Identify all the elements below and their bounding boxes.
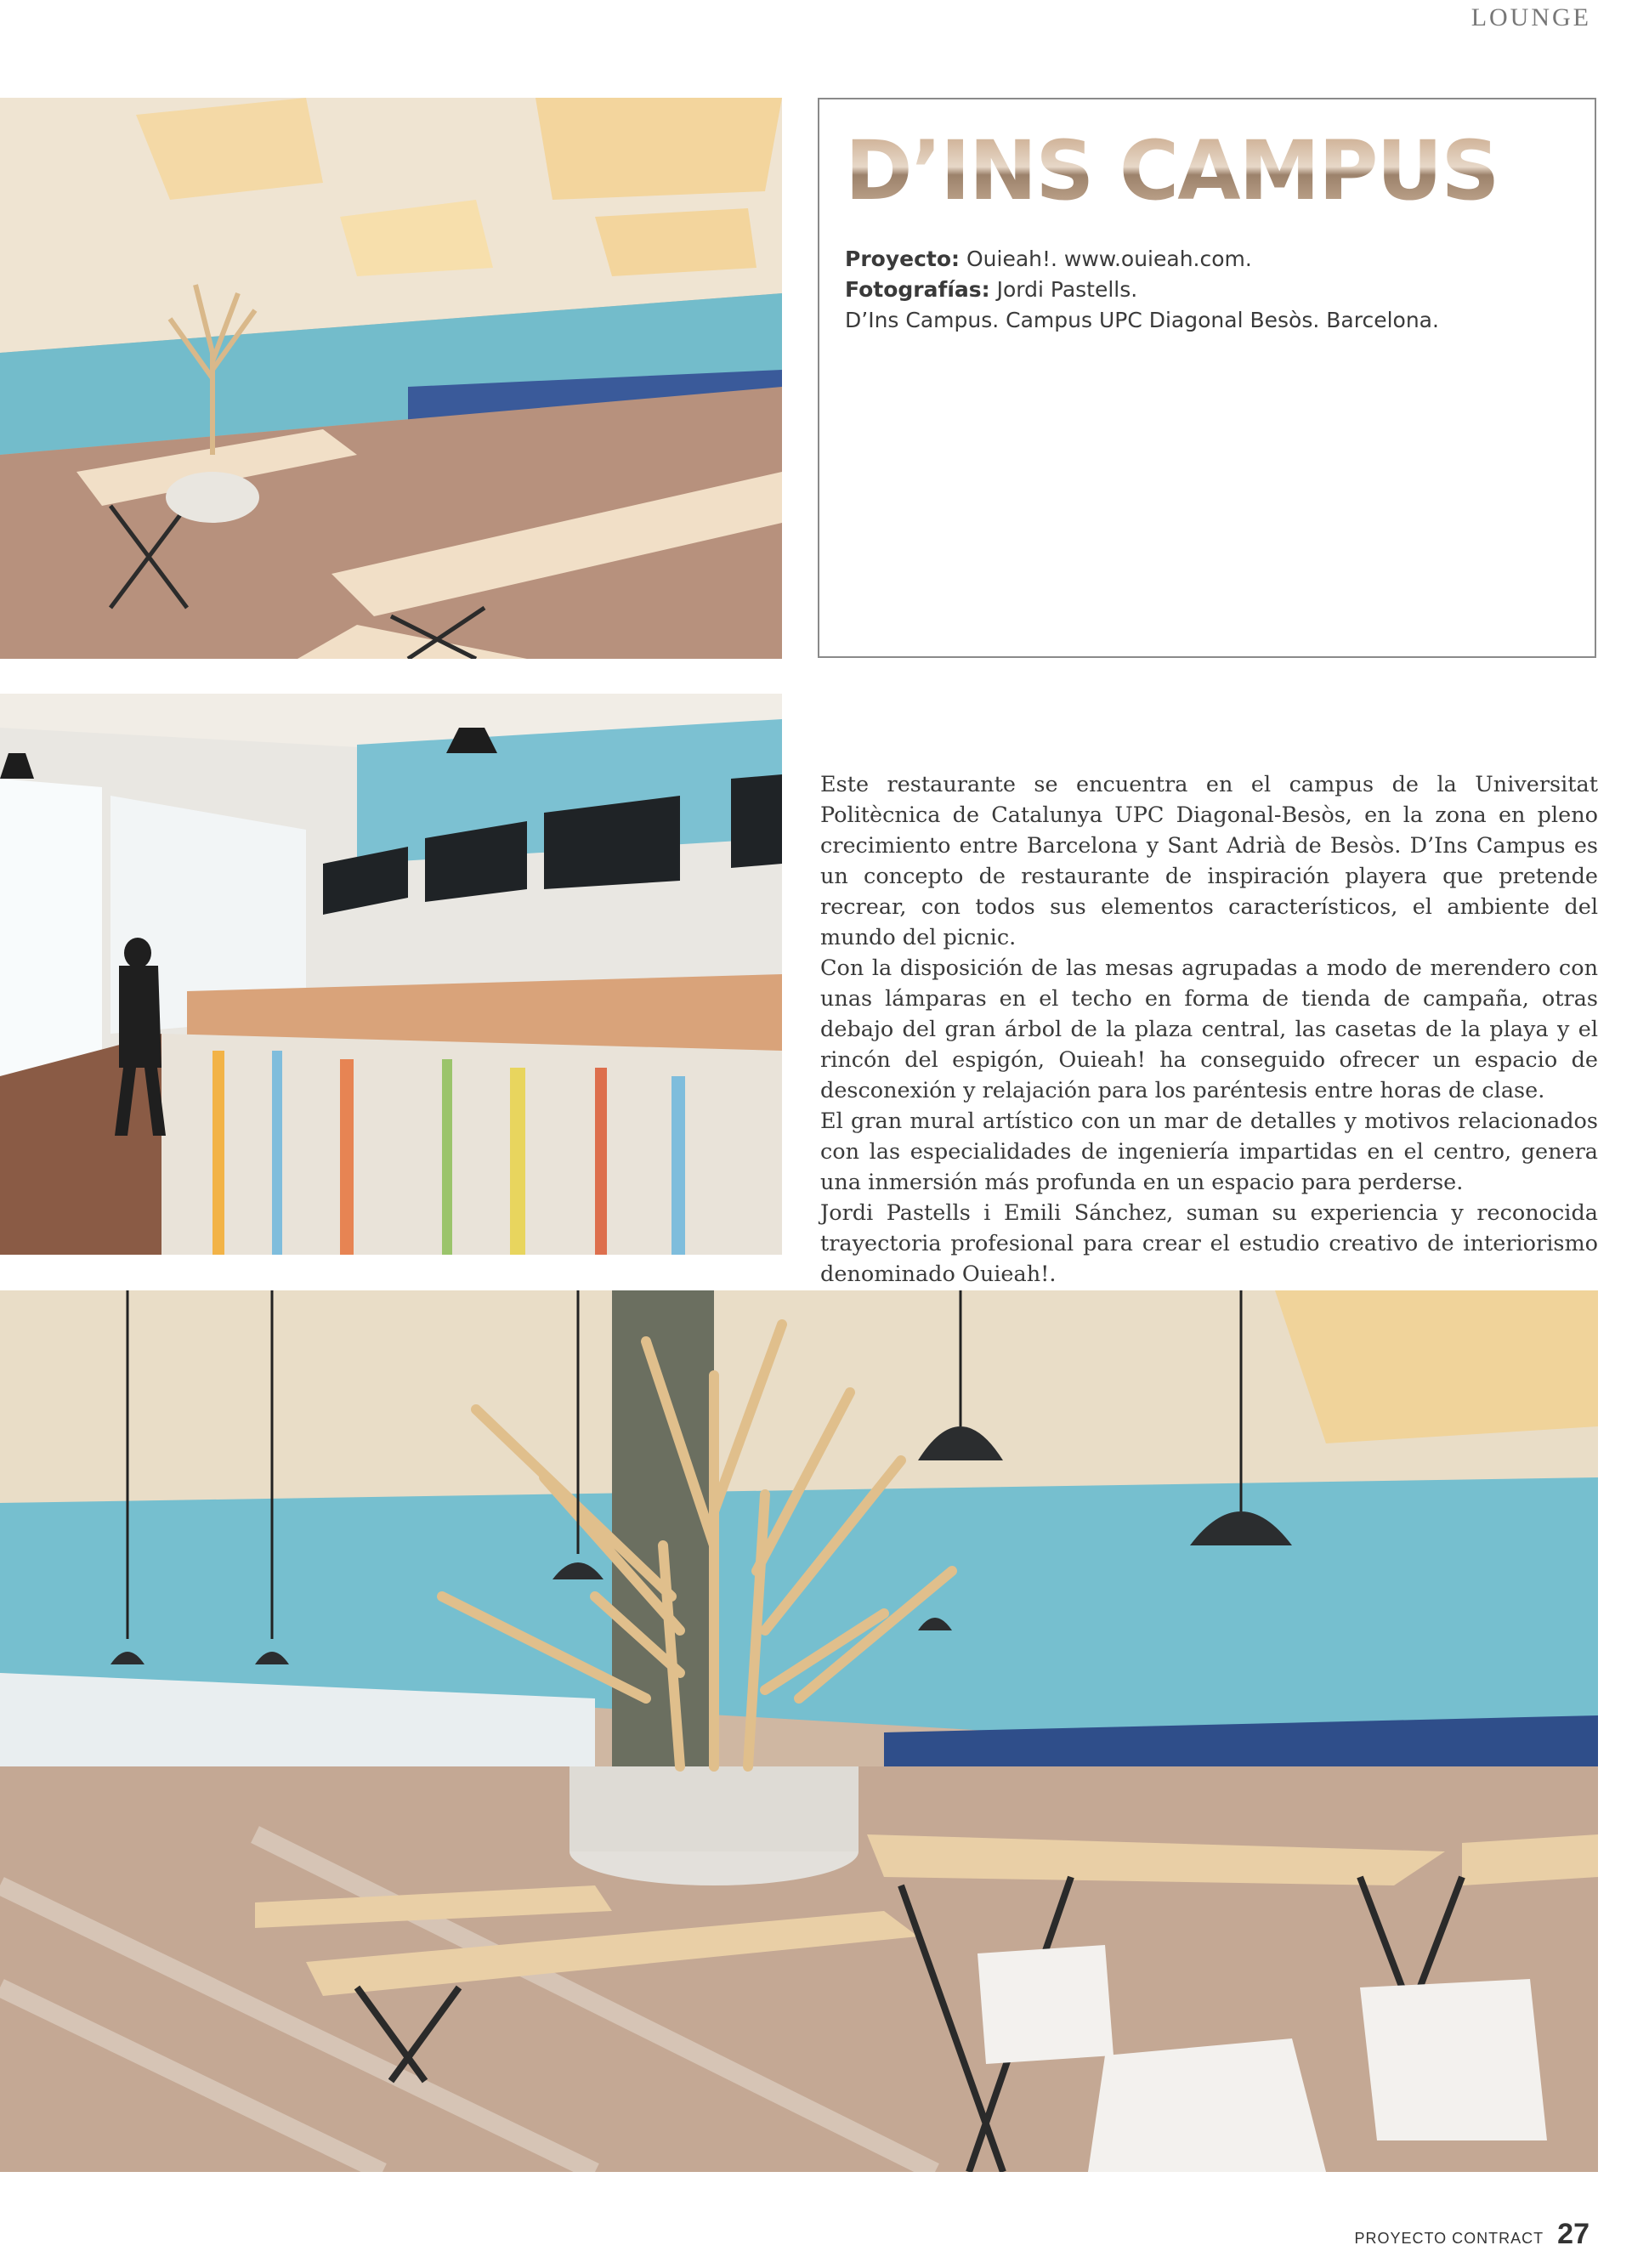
- article-body: [820, 769, 1598, 1290]
- section-label: LOUNGE: [1470, 3, 1591, 31]
- credit-photos: [845, 275, 1569, 305]
- credit-photos-value: Jordi Pastells.: [996, 277, 1138, 302]
- credit-project: [845, 244, 1569, 275]
- page-number: 27: [1557, 2218, 1590, 2250]
- article-paragraph: El gran mural artístico con un mar de detalles y motivos relacionados con las especialidades de ingeniería impartidas en el centro, genera una inmersión más profunda en un espacio para perderse.: [820, 1108, 1598, 1195]
- publication-name: PROYECTO CONTRACT: [1354, 2230, 1544, 2247]
- photo-central-tree-image: [0, 1290, 1598, 2172]
- photo-dining-hall-image: [0, 98, 782, 659]
- credits-box: [818, 98, 1596, 658]
- article-paragraph: Este restaurante se encuentra en el campus de la Universitat Politècnica de Catalunya UPC Diagonal-Besòs, en la zona en pleno crecimiento entre Barcelona y Sant Adrià de Besòs. D’Ins Campus es un concepto de restaurante de inspiración playera que pretende recrear, con todos sus elementos característicos, el ambiente del mundo del picnic.: [820, 772, 1598, 950]
- credit-project-value: Ouieah!. www.ouieah.com.: [966, 247, 1252, 271]
- photo-dining-hall: [0, 98, 782, 659]
- photo-service-counter: [0, 694, 782, 1255]
- photo-service-counter-image: [0, 694, 782, 1255]
- article-paragraph: Con la disposición de las mesas agrupadas a modo de merendero con unas lámparas en el techo en forma de tienda de campaña, otras debajo del gran árbol de la plaza central, las casetas de la playa y el rincón del espigón, Ouieah! ha conseguido ofrecer un espacio de desconexión y relajación para los paréntesis entre horas de clase.: [820, 955, 1598, 1103]
- article-title: D’INS CAMPUS: [845, 130, 1569, 212]
- page-footer: [1354, 2218, 1590, 2251]
- credit-project-label: Proyecto:: [845, 247, 960, 271]
- article-paragraph: Jordi Pastells i Emili Sánchez, suman su experiencia y reconocida trayectoria profesional para crear el estudio creativo de interiorismo denominado Ouieah!.: [820, 1200, 1598, 1287]
- photo-central-tree: [0, 1290, 1598, 2172]
- credit-photos-label: Fotografías:: [845, 277, 990, 302]
- credit-location: D’Ins Campus. Campus UPC Diagonal Besòs. Barcelona.: [845, 308, 1439, 332]
